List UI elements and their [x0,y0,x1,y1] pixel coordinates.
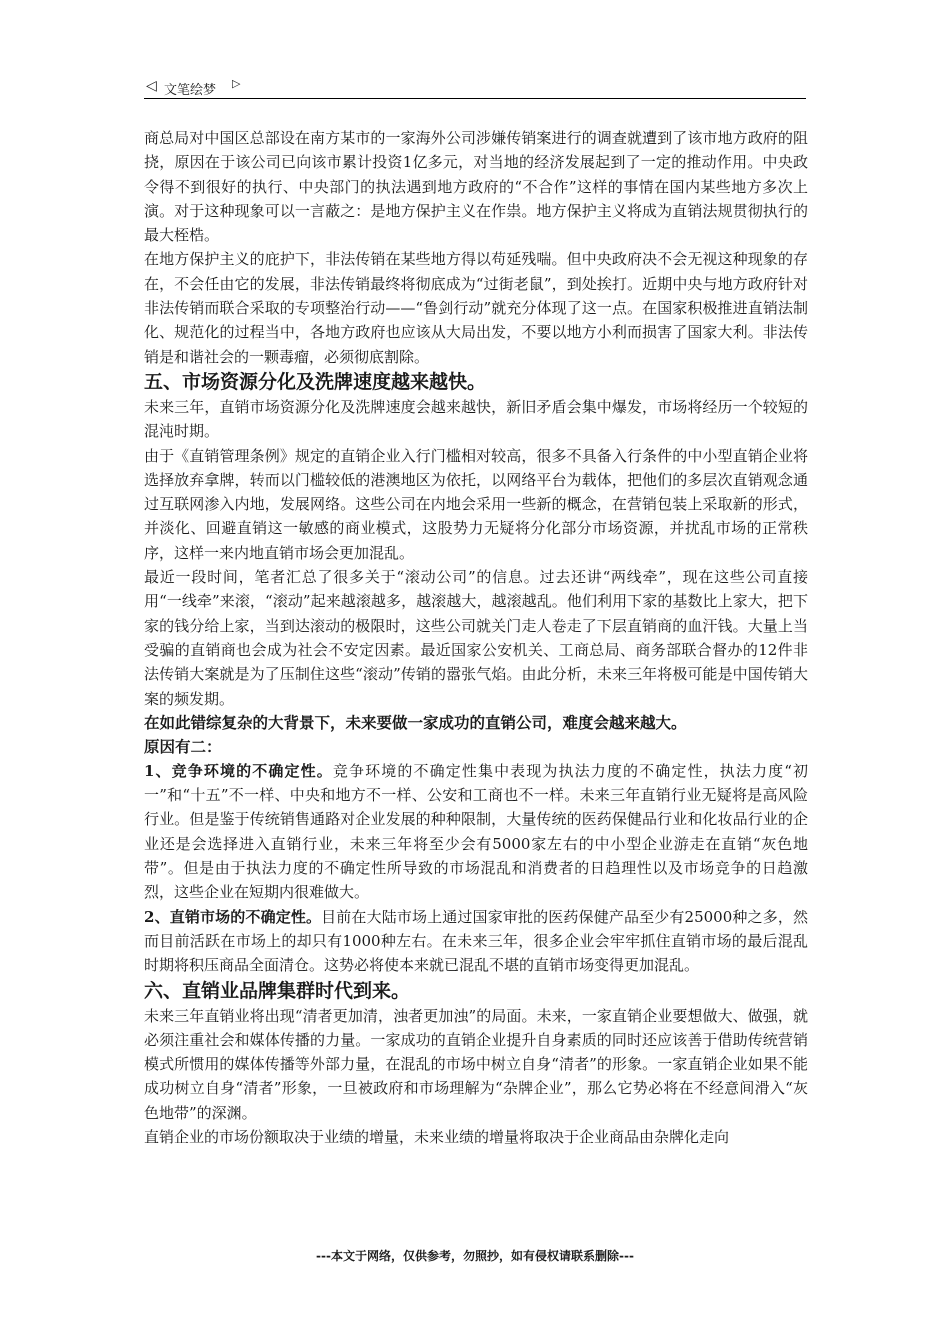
paragraph: 未来三年，直销市场资源分化及洗牌速度会越来越快，新旧矛盾会集中爆发，市场将经历一个较短的混沌时期。 [144,397,808,441]
paragraph: 商总局对中国区总部设在南方某市的一家海外公司涉嫌传销案进行的调查就遭到了该市地方政府的阻挠，原因在于该公司已向该市累计投资1亿多元，对当地的经济发展起到了一定的推动作用。中央政令得不到很好的执行、中央部门的执法遇到地方政府的“不合作”这样的事情在国内某些地方多次上演。对于这种现象可以一言蔽之：是地方保护主义在作祟。地方保护主义将成为直销法规贯彻执行的最大桎梏。 [144,129,808,245]
section-heading: 五、市场资源分化及洗牌速度越来越快。 [144,370,487,393]
paragraph: 在地方保护主义的庇护下，非法传销在某些地方得以苟延残喘。但中央政府决不会无视这种现象的存在，不会任由它的发展，非法传销最终将彻底成为“过街老鼠”，到处挨打。近期中央与地方政府针对非法传销而联合采取的专项整治行动——“鲁剑行动”就充分体现了这一点。在国家积极推进直销法制化、规范化的过程当中，各地方政府也应该从大局出发，不要以地方小利而损害了国家大利。非法传销是和谐社会的一颗毒瘤，必须彻底割除。 [144,250,808,366]
reason-text: 竞争环境的不确定性集中表现为执法力度的不确定性，执法力度“初一”和“十五”不一样、中央和地方不一样、公安和工商也不一样。未来三年直销行业无疑将是高风险行业。但是鉴于传统销售通路对企业发展的种种限制，大量传统的医药保健品行业和化妆品行业的企业还是会选择进入直销行业，未来三年将至少会有5000家左右的中小型企业游走在直销“灰色地带”。但是由于执法力度的不确定性所导致的市场混乱和消费者的日趋理性以及市场竞争的日趋激烈，这些企业在短期内很难做大。 [144,761,808,902]
paragraph: 未来三年直销业将出现“清者更加清，浊者更加浊”的局面。未来，一家直销企业要想做大、做强，就必须注重社会和媒体传播的力量。一家成功的直销企业提升自身素质的同时还应该善于借助传统营销模式所惯用的媒体传播等外部力量，在混乱的市场中树立自身“清者”的形象。一家直销企业如果不能成功树立自身“清者”形象，一旦被政府和市场理解为“杂牌企业”，那么它势必将在不经意间滑入“灰色地带”的深渊。 [144,1006,808,1122]
header-brand: 文笔绘梦 [164,83,217,98]
page-header [144,76,806,99]
triangle-right-icon: ▷ [232,77,241,90]
section-heading: 六、直销业品牌集群时代到来。 [144,979,411,1002]
reason-paragraph [144,759,808,905]
paragraph: 直销企业的市场份额取决于业绩的增量，未来业绩的增量将取决于企业商品由杂牌化走向 [144,1127,730,1146]
paragraph: 由于《直销管理条例》规定的直销企业入行门槛相对较高，很多不具备入行条件的中小型直销企业将选择放弃拿牌，转而以门槛较低的港澳地区为依托，以网络平台为载体，把他们的多层次直销观念通过互联网渗入内地，发展网络。这些公司在内地会采用一些新的概念，在营销包装上采取新的形式，并淡化、回避直销这一敏感的商业模式，这股势力无疑将分化部分市场资源，并扰乱市场的正常秩序，这样一来内地直销市场会更加混乱。 [144,446,808,562]
reason-text: 目前在大陆市场上通过国家审批的医药保健产品至少有25000种之多，然而目前活跃在市场上的却只有1000种左右。在未来三年，很多企业会牢牢抓住直销市场的最后混乱时期将积压商品全面清仓。这势必将使本来就已混乱不堪的直销市场变得更加混乱。 [144,907,808,975]
triangle-left-icon: ◁ [146,78,157,94]
reason-lead: 1、竞争环境的不确定性。 [144,761,333,780]
paragraph: 最近一段时间，笔者汇总了很多关于“滚动公司”的信息。过去还讲“两线牵”，现在这些公司直接用“一线牵”来滚，“滚动”起来越滚越多，越滚越大，越滚越乱。他们利用下家的基数比上家大，把下家的钱分给上家，当到达滚动的极限时，这些公司就关门走人卷走了下层直销商的血汗钱。大量上当受骗的直销商也会成为社会不安定因素。最近国家公安机关、工商总局、商务部联合督办的12件非法传销大案就是为了压制住这些“滚动”传销的嚣张气焰。由此分析，未来三年将极可能是中国传销大案的频发期。 [144,568,808,708]
bold-statement: 原因有二： [144,737,222,756]
reason-paragraph [144,905,808,978]
page-footer: ---本文于网络，仅供参考，勿照抄，如有侵权请联系删除--- [316,1249,634,1263]
bold-statement: 在如此错综复杂的大背景下，未来要做一家成功的直销公司，难度会越来越大。 [144,713,687,732]
document-body [144,126,808,1149]
reason-lead: 2、直销市场的不确定性。 [144,907,322,926]
